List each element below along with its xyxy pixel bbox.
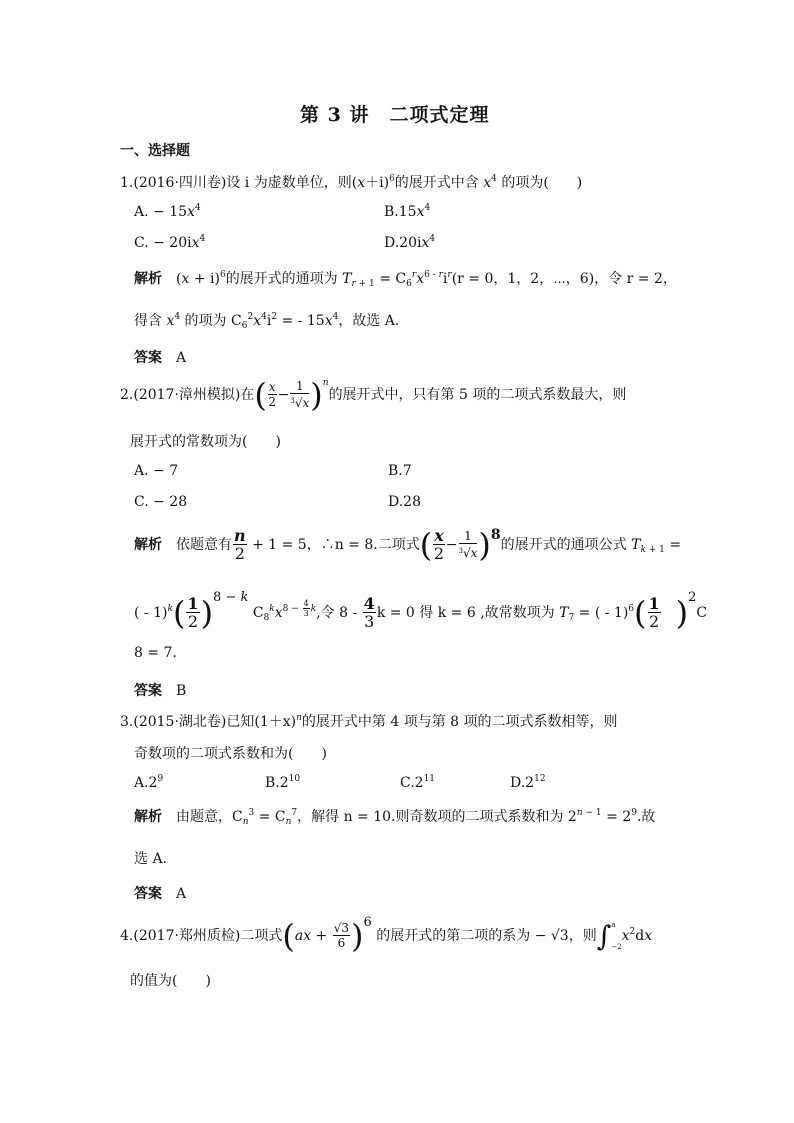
q2-option-c: C. − 28	[134, 494, 188, 510]
analysis-label: 解析	[134, 809, 162, 825]
q2-answer: 答案 B	[134, 683, 187, 699]
answer-label: 答案	[134, 886, 162, 902]
q3-analysis-line2: 选 A.	[134, 851, 168, 867]
q2-option-d: D.28	[388, 494, 421, 510]
q4-stem-line2: 的值为( )	[130, 973, 211, 989]
q2-analysis-line3: 8 = 7.	[134, 645, 177, 661]
q2-analysis-line1: 解析 依题意有 $\frac{n}{2}$ + 1 = 5，∴n = 8.二项式( $\frac{x}{2}$ − $\frac{1}{^3√x}$ )8的展开式的通项公式 $T_{k + 1}$ =	[134, 526, 682, 564]
q1-analysis-line2: 得含 $x^4$ 的项为 $C_6^2x^4i^2$ = - $15x^4$，故选 A.	[134, 312, 400, 331]
answer-label: 答案	[134, 350, 162, 366]
q3-option-c: $C.2^{11}$	[400, 774, 436, 791]
q2-stem-line2: 展开式的常数项为( )	[130, 434, 281, 450]
q2-option-a: A. − 7	[134, 463, 179, 479]
q4-stem-line1: 4.(2017·郑州质检)二项式(ax + $\frac{√3}{6}$ )$^6$ 的展开式的第二项的系为 − √3，则∫ a −2 $x^2dx$	[120, 915, 653, 955]
q3-option-b: $B.2^{10}$	[265, 774, 301, 791]
q3-option-a: $A.2^9$	[134, 774, 164, 791]
analysis-label: 解析	[134, 271, 162, 287]
q1-option-c: C. − $20ix^4$	[134, 234, 206, 251]
q1-analysis-line1: 解析 $(x + i)^6$的展开式的通项为 $T_{r + 1} = C_6^rx^{6 - r}i^r(r = 0$，1，2，⋯，6)，令 r = 2，	[134, 270, 677, 289]
q3-answer: 答案 A	[134, 886, 187, 902]
q1-option-a: A. − $15x^4$	[134, 203, 201, 220]
q2-analysis-line2: ( - 1)$^k$( $\frac{1}{2}$ )$^{8 - k}$ $C_8^kx^{8 - \frac{4}{3} k}$,令 8 - $\frac{4}{3}$ k = 0 得 k = 6 ,故常数项为 $T_7$ = ( - 1)$^6$( $\frac{1}{2}$ )$^2$C	[134, 590, 708, 632]
page-title: 第 3 讲 二项式定理	[300, 104, 490, 126]
answer-label: 答案	[134, 683, 162, 699]
q3-analysis-line1: 解析 由题意，$C_n^3 = C_n^7$，解得 n = 10.则奇数项的二项式系数和为 $2^{n - 1} = 2^9$.故	[134, 808, 656, 827]
q3-stem-line2: 奇数项的二项式系数和为( )	[134, 746, 327, 762]
section-heading: 一、选择题	[120, 143, 190, 159]
q3-stem-line1: 3.(2015·湖北卷)已知$(1+x)^n$的展开式中第 4 项与第 8 项的二项式系数相等，则	[120, 713, 618, 730]
q2-option-b: B.7	[388, 463, 412, 479]
q1-stem: 1.(2016·四川卷)设 i 为虚数单位，则$(x+i)^6$的展开式中含 $x^4$ 的项为( )	[120, 174, 583, 191]
q2-stem-line1: 2.(2017·漳州模拟)在( $\frac{x}{2}$ − $\frac{1}{^3√x}$ )$^n$的展开式中，只有第 5 项的二项式系数最大，则	[120, 376, 627, 414]
q1-option-b: $B.15x^4$	[384, 203, 431, 220]
analysis-label: 解析	[134, 537, 162, 553]
q3-option-d: $D.2^{12}$	[510, 774, 546, 791]
q1-answer: 答案 A	[134, 350, 187, 366]
q1-option-d: $D.20ix^4$	[384, 234, 436, 251]
